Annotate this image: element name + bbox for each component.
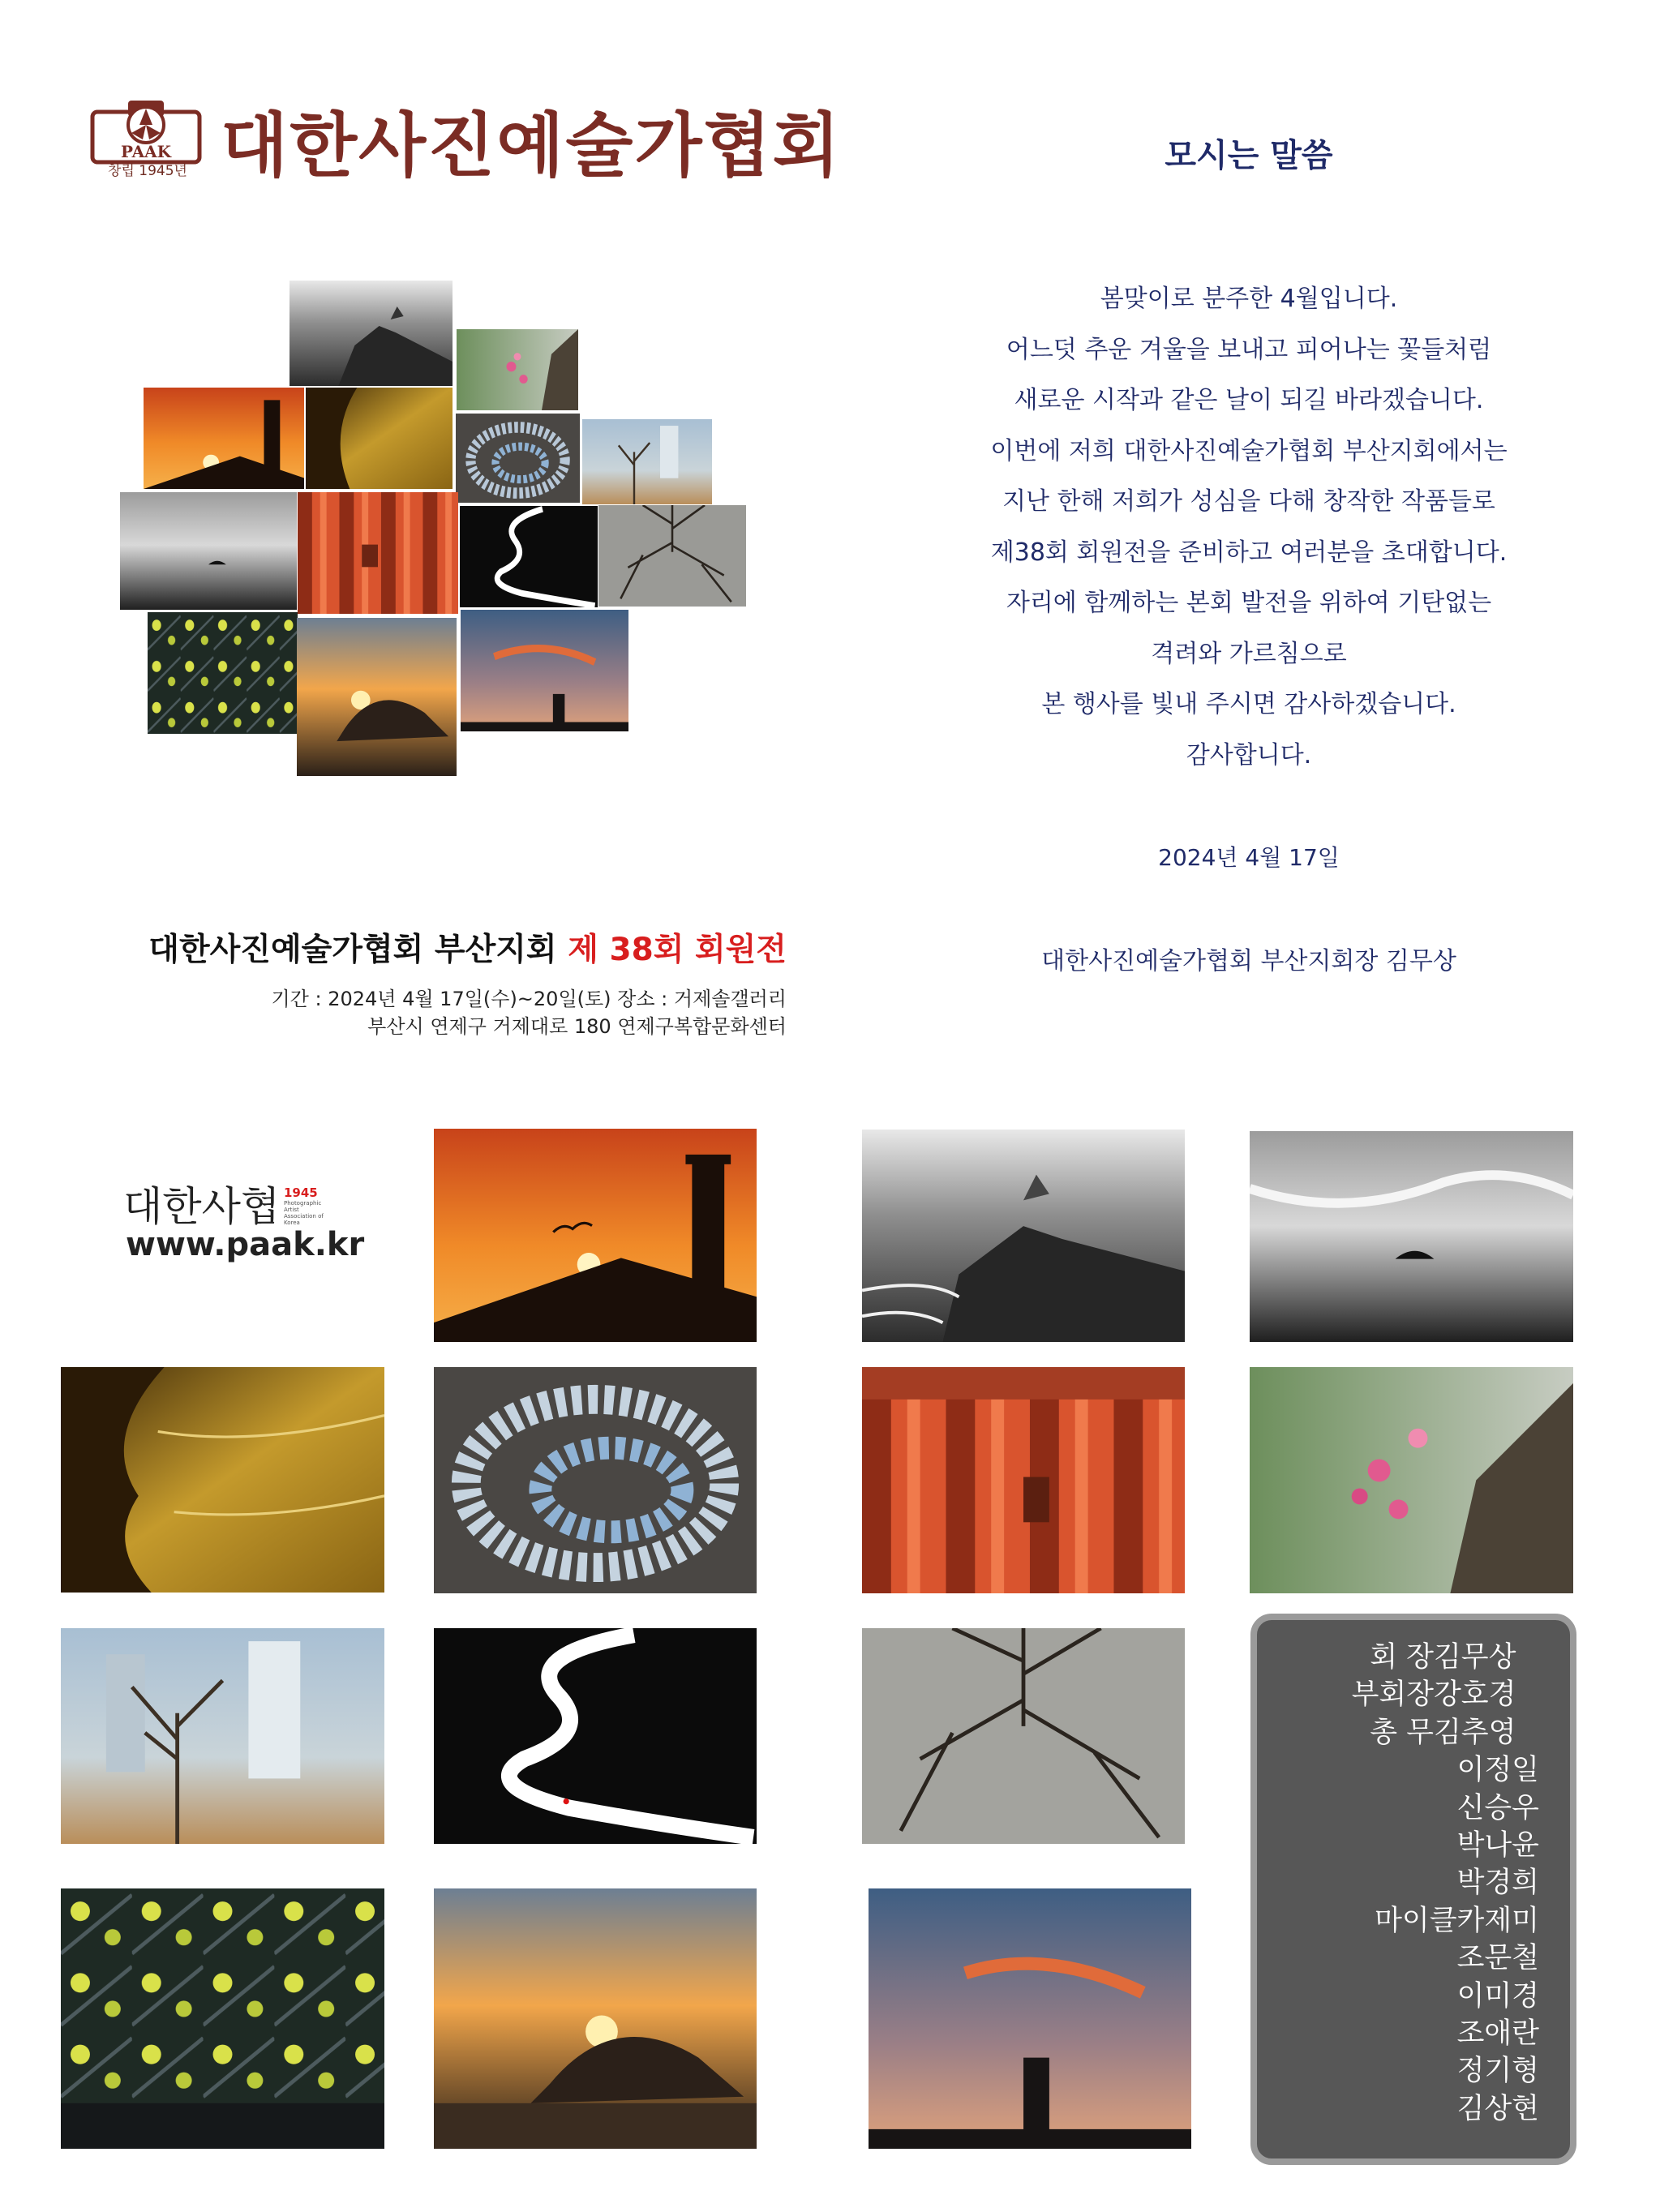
site-year: 1945	[284, 1185, 318, 1200]
member-name: 이정일	[1456, 1754, 1539, 1787]
logo-founded-text: 창립 1945년	[108, 163, 187, 179]
collage-photo-dusk-sky	[461, 610, 628, 731]
member-row	[1257, 1898, 1570, 1935]
member-row	[1257, 1860, 1570, 1900]
member-row	[1257, 1785, 1570, 1823]
gallery-photo-rock-sunrise	[434, 1888, 757, 2149]
gallery-photo-lighthouse-sunset	[434, 1129, 757, 1342]
member-name: 조애란	[1456, 2017, 1539, 2050]
collage-photo-lighthouse-sunset	[144, 388, 304, 489]
greeting-title: 모시는 말씀	[1165, 137, 1333, 174]
logo-name: 대한사진예술가협회	[221, 105, 842, 186]
greeting-line: 감사합니다.	[1186, 740, 1312, 769]
gallery-photo-corrugated-wall	[862, 1367, 1185, 1593]
gallery-photo-rocky-coast	[862, 1130, 1185, 1342]
collage-photo-sand-dune	[120, 492, 297, 610]
event-address: 부산시 연제구 거제대로 180 연제구복합문화센터	[367, 1015, 787, 1038]
member-name: 조문철	[1456, 1942, 1539, 1975]
greeting-line: 제38회 회원전을 준비하고 여러분을 초대합니다.	[990, 538, 1508, 567]
greeting-line: 본 행사를 빛내 주시면 감사하겠습니다.	[1041, 690, 1456, 718]
collage-photo-golden-beach	[306, 388, 453, 489]
site-name: 대한사협	[123, 1183, 281, 1230]
member-row	[1257, 1974, 1570, 2011]
member-row	[1257, 2011, 1570, 2048]
member-row	[1257, 2048, 1570, 2086]
member-name: 신승우	[1456, 1791, 1539, 1824]
site-subtitle: Photographic Artist Association of Korea	[284, 1200, 324, 1226]
gallery-photo-branches-reflection	[862, 1628, 1185, 1844]
site-url: www.paak.kr	[126, 1226, 365, 1263]
member-row	[1257, 1747, 1570, 1785]
greeting-line: 격려와 가르침으로	[1151, 639, 1347, 668]
collage-photo-corrugated-wall	[298, 492, 458, 614]
member-row	[1257, 1710, 1570, 1747]
event-title	[41, 924, 787, 970]
gallery-photo-sand-dune	[1250, 1131, 1573, 1342]
greeting-body	[916, 274, 1581, 781]
gallery-photo-city-reeds	[61, 1628, 384, 1844]
member-name: 김무상	[1434, 1641, 1516, 1674]
greeting-signature: 대한사진예술가협회 부산지회장 김무상	[1041, 947, 1456, 975]
member-role: 총 무	[1370, 1716, 1434, 1749]
event-title-main: 대한사진예술가협회 부산지회	[148, 932, 557, 968]
event-title-highlight: 제 38회 회원전	[568, 932, 787, 968]
collage-photo-rock-sunrise	[297, 618, 457, 776]
greeting-line: 새로운 시작과 같은 날이 되길 바라겠습니다.	[1014, 386, 1484, 414]
member-name: 박나윤	[1456, 1828, 1539, 1862]
greeting-line: 이번에 저희 대한사진예술가협회 부산지회에서는	[990, 436, 1508, 465]
gallery-photo-blossom	[1250, 1367, 1573, 1593]
member-name: 김상현	[1456, 2092, 1539, 2125]
event-period: 기간 : 2024년 4월 17일(수)~20일(토) 장소 : 거제솔갤러리	[271, 988, 787, 1010]
member-name: 박경희	[1456, 1867, 1539, 1900]
emblem-text: PAAK	[120, 142, 172, 161]
greeting-line: 자리에 함께하는 본회 발전을 위하여 기탄없는	[1006, 589, 1492, 617]
collage-photo-light-sculpture	[456, 414, 580, 503]
collage-photo-city-reeds	[582, 419, 712, 504]
gallery-photo-golden-beach	[61, 1367, 384, 1593]
collage-photo-blossom-roof	[148, 612, 298, 734]
member-list-box	[1250, 1614, 1576, 2165]
member-role: 회 장	[1370, 1641, 1434, 1674]
gallery-photo-blossom-roof	[61, 1888, 384, 2149]
member-row	[1257, 1823, 1570, 1860]
gallery-photo-white-road	[434, 1628, 757, 1844]
member-name: 김추영	[1434, 1716, 1516, 1749]
member-name: 마이클카제미	[1375, 1904, 1539, 1937]
member-role: 부회장	[1351, 1678, 1434, 1712]
member-name: 강호경	[1434, 1678, 1516, 1712]
collage-photo-rocky-coast	[290, 281, 453, 386]
greeting-line: 지난 한해 저희가 성심을 다해 창작한 작품들로	[1002, 487, 1495, 516]
greeting-line: 어느덧 추운 겨울을 보내고 피어나는 꽃들처럼	[1006, 335, 1492, 364]
collage-photo-white-road	[460, 506, 598, 607]
member-row	[1257, 1935, 1570, 1973]
collage-photo-branches-reflection	[598, 505, 746, 607]
member-row	[1257, 2086, 1570, 2124]
member-name: 정기형	[1456, 2055, 1539, 2088]
gallery-photo-dusk-sky	[869, 1888, 1191, 2149]
collage-photo-blossom	[457, 329, 578, 410]
member-name: 이미경	[1456, 1979, 1539, 2013]
greeting-line: 봄맞이로 분주한 4월입니다.	[1100, 285, 1398, 313]
gallery-photo-light-sculpture	[434, 1367, 757, 1593]
member-row	[1257, 1635, 1570, 1672]
member-row	[1257, 1672, 1570, 1712]
greeting-date: 2024년 4월 17일	[1158, 844, 1340, 871]
